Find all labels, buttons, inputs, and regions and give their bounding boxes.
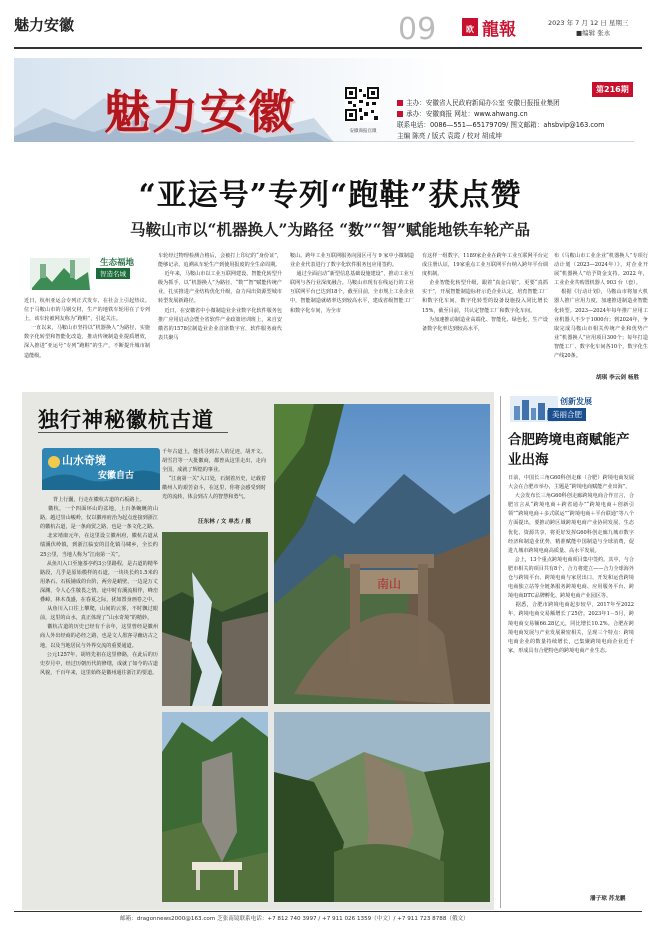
issue-badge: 第216期: [592, 82, 633, 97]
qr-code-icon[interactable]: [344, 86, 380, 122]
masthead-title: 魅力安徽: [104, 85, 296, 139]
side-article-title: 合肥跨境电商赋能产业出海: [508, 432, 630, 468]
feature-column-2: 千年古道上，能找寻到古人的足迹，胡开文、胡雪岩等一大批徽商，都曾从这里走出，走向全国，成就了辉煌的事业。 “江南第一关”入口处，石刻着历史，记载着徽州人的艰苦奋斗，在这里，你将会感受到时光的流转，体会到古人的智慧和勇气。: [162, 449, 266, 501]
feature-logo-line1: 山水奇境: [62, 454, 106, 467]
bullet-square-icon: [397, 100, 403, 106]
main-headline: “亚运号”专列“跑鞋”获点赞: [138, 178, 522, 213]
side-logo-title: 创新发展: [560, 397, 592, 406]
side-byline: 潘子琼 苏龙鹏: [590, 896, 626, 902]
feature-logo-line2: 安徽自古: [98, 471, 135, 481]
side-article-body: 日前，中国长三角G60科创走廊（合肥）跨境电商发展大会在合肥市举办，主题是“跨境电商赋能产业出海”。 大会发布长三角G60科创走廊跨境电商合作宣言，合肥宣言从“跨境电商＋跨省通办”“跨境电商＋创新引领”“跨境电商＋多式联运”“跨境电商＋平台联通”等八个方面提出，要推动跨区域跨境电商产业协同发展、生态优化、资源共享，将更好发挥G60科创走廊九城市数字经济和制造业优势，精准赋能中国制造与全球消费，促进九城市跨境电商高质量、高水平发展。 会上，13个重点跨境电商项目集中签约。其中，与合肥市相关的项目共有8个，合力将建立——合力全球海外仓与跨境平台、跨境电商与家居出口、开发和运营跨境电商独立站等全链条服务跨境电商、应用服务平台、跨境电商DTC品牌孵化、跨境电商产业园区等。 据悉，合肥市跨境电商起步较早，2017年至2022年，跨境电商交易额增长了25倍。2023年1－5月，跨境电商交易额66.28亿元，同比增长10.2%。合肥在跨境电商发展与产业发展紧密相关，呈现三个特点：跨境电商企业的数量持续增长，已集聚跨境电商企业近千家，形成具有合肥特色的跨境电商产业生态。: [508, 475, 634, 654]
lead-column-5: 布《马鞍山市工业企业“机器换人”专项行动计划（2023—2024年）》，对企业开展“机器换人”给予资金支持。2022 年，工业企业共购置机器人 903 台（套）。 根据《行动计划》，马鞍山市将加大机器人推广应用力度，加速推进制造业智能化转型。2023—2024年每年推广应用工业机器人不少于1000台；到2024年，争取完成马鞍山市相关传统产业和优势产业“机器换人”应用项目300个；每年打造智能工厂、数字化车间各10个，数字化生产线20条。: [554, 253, 648, 360]
lead-column-3: 鞍山。跨年工业互联网服务向园区可与 9 家中小微制造业企业代表进行了数字化软件服务包应用签约。 通过全面启动“新型信息基础设施建设”，推动工业互联网与各行业深度融合。马鞍山市现有在线运行的工业互联网平台已达到18个。截至目前，全市规上工业企业中，智能制造就绪率达到较高水平，建成省级智能工厂和数字化车间，为全市: [290, 253, 414, 314]
mountain-gate-photo-icon: [274, 404, 490, 704]
section-name: 魅力安徽: [14, 16, 75, 34]
valley-photo: [274, 712, 490, 902]
newspaper-logo: [462, 14, 528, 40]
lead-byline: 胡琪 李云剑 杨胜: [596, 375, 640, 381]
gate-photo: [274, 404, 490, 704]
editor-credit: ■编辑 张永: [576, 29, 611, 37]
sub-headline: 马鞍山市以“机器换人”为路径 “数”“智”赋能地铁车轮产品: [130, 220, 530, 239]
lead-column-2: 车轮经过物理检测合格后，会被打上印记的“身份证”，能够记录、追溯从车轮生产到使用报废的全生命周期。 近年来，马鞍山市以工业互联网建设、智能化转型升级为抓手，以“机器换人”为路径，“数”“智”赋能传统产业，扎实推进产业结构优化升级，奋力闯出资源型城市转型发展新路径。 近日，在安徽省中小微制造业企业数字化软件服务包推广应用启动会暨全省软件产业政策培训班上，来自安徽省的1578位制造业企业首席数字官，软件服务商代表共聚马: [158, 253, 282, 341]
column-logo-title: 生态福地: [100, 258, 135, 268]
svg-text:南山: 南山: [376, 577, 402, 591]
side-logo-subtitle: 美丽合肥: [548, 408, 586, 421]
stream-photo: [162, 532, 268, 706]
masthead-organizer-text: 承办：安徽商报 网址：www.ahwang.cn: [406, 110, 528, 118]
column-logo-icon: [30, 254, 154, 294]
feature-byline: 汪东林 / 文 单杰 / 摄: [198, 519, 251, 525]
masthead-sponsor-text: 主办：安徽省人民政府新闻办公室 安徽日报报业集团: [406, 99, 560, 107]
masthead-staff: 主编 陈亮 / 版式 袁霞 / 校对 胡成坤: [397, 132, 502, 140]
column-logo-subtitle: 智造名城: [96, 268, 130, 279]
waterfall-cliff-photo-icon: [162, 712, 268, 902]
header-rule: [14, 47, 642, 49]
footer-contact: 邮箱：dragonnews2000@163.com 芝张南镜联系电话：+7 812 740 3997 / +7 911 026 1359（中文）/ +7 911 723 8788（俄文）: [120, 916, 469, 922]
lead-column-4: 有这样一组数字，1189家企业在跨年工业互联网平台完成注册认证，19家重点工业互联网平台纳入跨年平台调度机制。 企业智能化转型升级，跟着“真金白银”，更要“真抓实干”，开展智能制造标杆示范企业认定，培育智能工厂和数字化车间，数字化转型的设备设施投入同比增长15%，截至目前，共认定智能工厂和数字化车间。 为加速推动制造业高端化、智能化、绿色化，生产设备数字化率达到较高水平，: [422, 253, 548, 332]
page-header: [0, 0, 656, 47]
column-logo: [30, 254, 154, 294]
qr-caption: 安徽商报官微: [349, 129, 377, 134]
masthead-contact: 联系电话：0086—551—65179709/ 图文邮箱：ahsbvip@163.com: [397, 121, 605, 129]
feature-title-rule: [38, 432, 228, 433]
footer-rule: [14, 911, 642, 912]
stream-rocks-photo-icon: [162, 532, 268, 706]
masthead-organizer: [397, 108, 528, 118]
masthead-sponsor: [397, 97, 560, 107]
valley-path-photo-icon: [274, 712, 490, 902]
feature-title: 独行神秘徽杭古道: [38, 407, 214, 432]
newspaper-logo-icon: [462, 14, 528, 40]
svg-text:龍報: 龍報: [482, 20, 516, 40]
feature-column-1: 背上行囊，行走在徽杭古道的石板路上。 徽杭，一个四面环山的盆地，上百条蜿蜒的山路，越过崇山峻岭，仅以徽州府治为起点连接到浙江的徽杭古道，是一条商贸之路，也是一条文化之路。 北宋靖康元年，在这里设立徽州府，徽杭古道从绩溪伏岭镇，到浙江临安的昌化镇马啸乡，全长约25公里，当地人称为“江南第一关”。 从鱼川入口至施茶亭约3公里路程，是古道的精华路段，几乎是原始模样的石道，一块块长约1.5米的用条石、石板铺成的台阶，两旁是峭壁，一边是万丈深渊，令人心生敬畏之情。途中时有溪流相伴，峰峦叠嶂，林木茂盛，在春夏之际，犹如置身画卷之中。 从鱼川入口往上攀爬，山间的云雾，不时飘过眼前，这里的山水，真正体现了“山水奇境”的精妙。 徽杭古道的历史已经有千余年，这里曾经是徽州商人外出经商的必经之路，也是文人墨客寻幽访古之地，以及当地居民与外界交流的重要通道。 公元1257年，胡姓先祖在这里修路，在此后的历史岁月中，经过历朝历代的修缮，成就了如今的古道风貌，千百年来，这里始终是徽州通往浙江的要道。: [40, 497, 158, 676]
bullet-square-icon: [397, 111, 403, 117]
masthead: [14, 58, 642, 148]
waterfall-photo: [162, 712, 268, 902]
issue-date: 2023 年 7 月 12 日 星期三: [548, 19, 629, 27]
lead-column-1: 近日，杭州亚运会专列正式发车，在社会上引起热议。位于马鞍山市的马钢交材，生产的地铁车轮用在了专列上，该车轮被网友称为“跑鞋”，引起关注。 一直以来，马鞍山市坚持以“机器换人”为路径，实施数字化转型和智能化改造，推动传统制造业提质增效，深入推进“亚运号”专列“跑鞋”的生产，不断提升城市制造能级。: [24, 298, 150, 359]
column-divider: [500, 396, 501, 908]
page-number: 09: [398, 12, 437, 47]
svg-text:欧: 欧: [466, 25, 474, 34]
